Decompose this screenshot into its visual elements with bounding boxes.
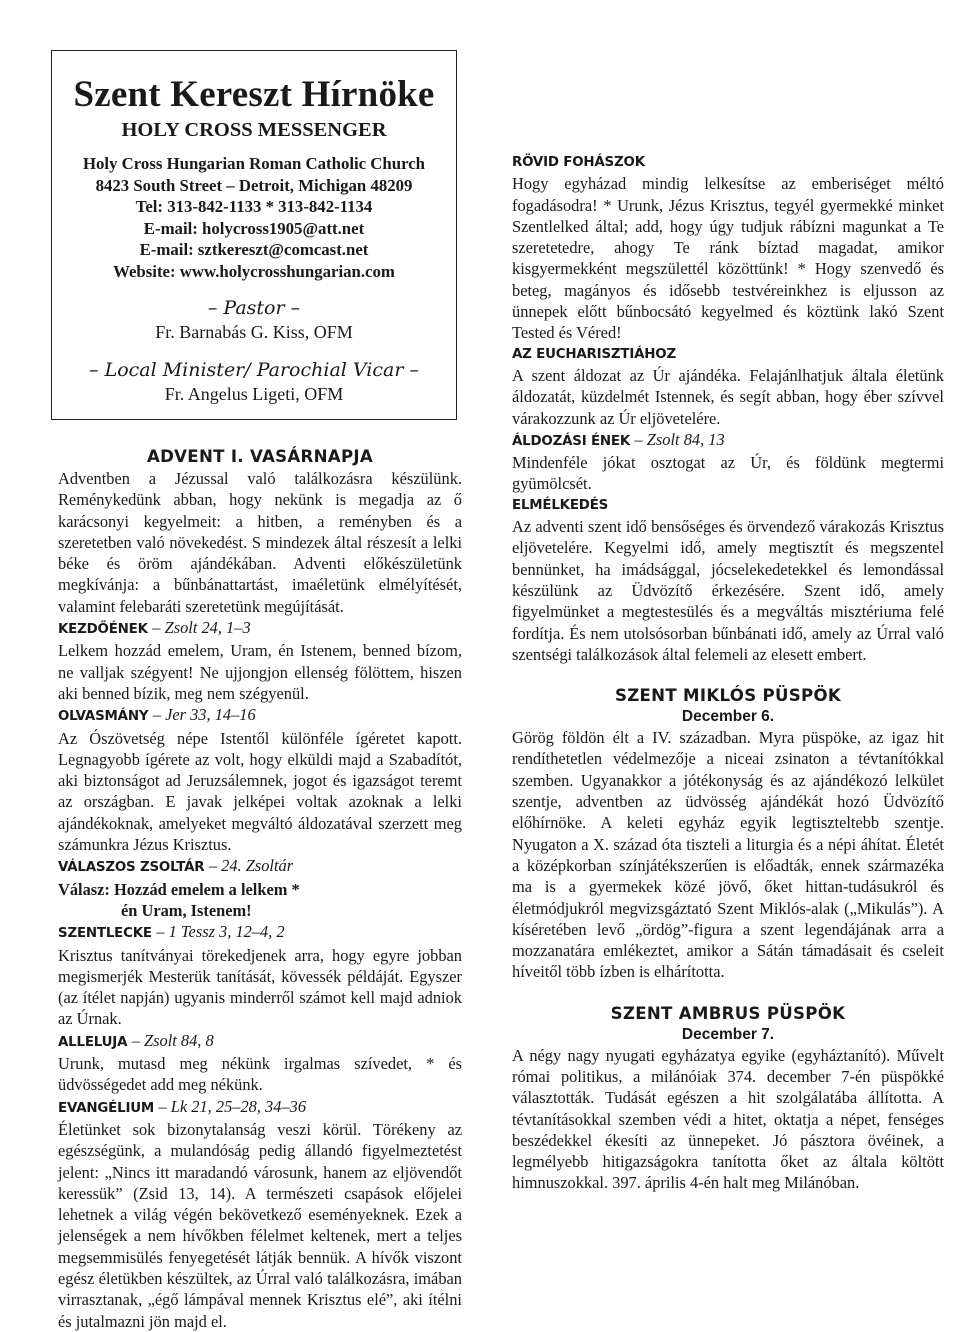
section-ref: – Zsolt 84, 13	[634, 429, 725, 449]
section-text: Az Ószövetség népe Istentől különféle ígéretet kapott. Legnagyobb ígérete az volt, hogy elküldi majd a Szabadítót, aki biztonságot ad Jeruzsálemnek, jogot és igazságot teremt az országban. E javak jelképei voltak azoknak a lelki ajándékoknak, amelyeket megváltó áldozatával szerzett meg számunkra Jézus Krisztus.	[58, 728, 462, 855]
section-text: Krisztus tanítványai törekedjenek arra, hogy egyre jobban megismerjék Mesterük tanítását, kövessék példáját. Egyszer (az ítélet napján) ugyanis minderről számot kell majd adniok az Úrnak.	[58, 945, 462, 1029]
church-name: Holy Cross Hungarian Roman Catholic Church	[82, 154, 426, 173]
section-aldozasi-enek	[512, 429, 944, 495]
church-email-1: E-mail: holycross1905@att.net	[143, 218, 365, 238]
section-evangelium	[58, 1096, 462, 1332]
vicar-role: – Local Minister/ Parochial Vicar –	[89, 358, 419, 381]
saint-text: Görög földön élt a IV. században. Myra püspöke, az igaz hit rendíthetetlen védelmezője a niceai zsinaton a tévtanítókkal szemben. Ugyanakkor a jótékonyság és az ajándékozó lelkület szentje, adventben az üdvösség ajándékát hozó Üdvözítő előhírnöke. A keleti egyház egyik legtiszteltebb szentje. Nyugaton a X. század óta tiszteli a liturgia és a népi áhítat. Életét a középkorban színjátékszerűen is előadták, ennek származéka ma is a gyermekek közé jövő, őket hittan-tudásukról és életmódjukról megvizsgáztató Szent Miklós-alak („Mikulás”). A kíséretében levő „ördög”-figura a szent legendájának arra a mozzanatára emlékeztet, amikor a Sátán támadásait és cseleit híveitől több ízben is elhárította.	[512, 728, 944, 982]
newsletter-subtitle: HOLY CROSS MESSENGER	[121, 119, 387, 141]
contact-block	[52, 153, 456, 283]
section-text: A szent áldozat az Úr ajándéka. Felajánlhatjuk általa életünk áldozatát, küzdelmét Istennek, és segít abban, hogy éber szívvel várakozzunk az Úr eljövetelére.	[512, 365, 944, 428]
church-address: 8423 South Street – Detroit, Michigan 48209	[95, 175, 413, 195]
saint-heading: SZENT MIKLÓS PÜSPÖK	[614, 686, 842, 706]
section-ref: – Zsolt 84, 8	[131, 1030, 214, 1050]
church-email-2: E-mail: sztkereszt@comcast.net	[139, 240, 369, 260]
advent-heading: ADVENT I. VASÁRNAPJA	[146, 447, 374, 466]
section-title: ÁLDOZÁSI ÉNEK	[512, 433, 631, 449]
section-elmelkedes	[512, 495, 944, 665]
section-ref: – Zsolt 24, 1–3	[152, 618, 251, 638]
church-website: Website: www.holycrosshungarian.com	[113, 261, 395, 281]
saint-text: A négy nagy nyugati egyházatya egyike (egyháztanító). Művelt római politikus, a milánóiak 374. december 7-én püspökké választották. Tudását egészen a hit szolgálatába állította. A tévtanításokkal szemben védi a hitet, oktatja a népet, fenséges beszédekkel ékesíti az ünnepeket. Jó pásztora övéinek, a legmélyebb hitigazságokra tanította őket az általa költött himnuszokkal. 397. április 4-én halt meg Milánóban.	[512, 1045, 944, 1193]
saint-nicholas-article	[512, 685, 944, 983]
section-rovid-fohaszok	[512, 152, 944, 344]
psalm-response	[58, 879, 462, 922]
section-title: KEZDŐÉNEK	[58, 622, 148, 638]
section-text: Az adventi szent idő bensőséges és örvendező várakozás Krisztus eljövetelére. Kegyelmi idő, amely megtisztít és megszentel bennünket, ha imádsággal, jócselekedetekkel és lemondással készülünk az Üdvözítő érkezésére. Szent idő, amely figyelmünket a megtestesülés és a megváltás misztériuma felé fordítja. És nem utolsósorban bűnbánati idő, amely az Úrral való szentségi találkozások által felemeli az elesett embert.	[512, 517, 944, 664]
left-column	[58, 446, 462, 1332]
church-phone: Tel: 313-842-1133 * 313-842-1134	[135, 197, 373, 217]
section-title: EVANGÉLIUM	[58, 1100, 155, 1116]
section-title: AZ EUCHARISZTIÁHOZ	[512, 346, 676, 362]
section-text: Lelkem hozzád emelem, Uram, én Istenem, benned bízom, ne valljak szégyent! Ne ujjongjon ellenség fölöttem, hiszen aki benned bízik, meg nem szégyenül.	[58, 641, 462, 703]
section-text: Mindenféle jókat osztogat az Úr, és földünk megtermi gyümölcsét.	[512, 453, 944, 494]
section-title: VÁLASZOS ZSOLTÁR	[58, 860, 205, 876]
section-title: ALLELUJA	[58, 1034, 128, 1050]
section-title: OLVASMÁNY	[58, 709, 149, 725]
psalm-response-line-2: én Uram, Istenem!	[121, 900, 252, 920]
advent-intro: Adventben a Jézussal való találkozásra készülünk. Reménykedünk abban, hogy nekünk is megadja az ő karácsonyi kegyelmeit: a hitben, a reményben és a szeretetben való növekedést. S mindezek által részesít a lelki béke és öröm ajándékában. Adventi előkészületünk megkívánja: a bűnbánattartást, imaéletünk elmélyítését, valamint felebaráti szeretetünk megújítását.	[58, 469, 462, 616]
pastor-name: Fr. Barnabás G. Kiss, OFM	[155, 321, 353, 342]
saint-date: December 6.	[681, 708, 775, 726]
pastor-role: – Pastor –	[207, 296, 301, 319]
section-title: ELMÉLKEDÉS	[512, 497, 609, 513]
section-ref: – 1 Tessz 3, 12–4, 2	[156, 922, 285, 942]
vicar-name: Fr. Angelus Ligeti, OFM	[164, 383, 344, 404]
section-az-eucharisztiahoz	[512, 344, 944, 429]
newsletter-title: Szent Kereszt Hírnöke	[73, 74, 435, 115]
section-valaszos-zsoltar	[58, 855, 462, 921]
section-title: SZENTLECKE	[58, 926, 152, 942]
psalm-response-line-1: Válasz: Hozzád emelem a lelkem *	[58, 879, 300, 899]
section-title: RÖVID FOHÁSZOK	[512, 155, 645, 170]
section-text: Hogy egyházad mindig lelkesítse az emberiséget méltó fogadásodra! * Urunk, Jézus Krisztus, tegyél gyermekké minket Szentlelked által; add, hogy úgy tudjuk rábízni magunkat a Te szeretetedre, ahogy Te ránk bíztad magadat, amikor kisgyermekként megszülettél közöttünk! * Hogy szenvedő és beteg, magányos és idősebb testvéreinkhez is eljusson az ünnepek előtt bűnbocsátó kegyelmed és köztünk lakó Szent Tested és Véred!	[512, 174, 944, 343]
saint-date: December 7.	[681, 1025, 775, 1043]
section-olvasmany	[58, 704, 462, 855]
section-text: Urunk, mutasd meg nékünk irgalmas szívedet, * és üdvösségedet add meg nékünk.	[58, 1054, 462, 1095]
section-ref: – 24. Zsoltár	[208, 856, 294, 876]
section-alleluja	[58, 1030, 462, 1096]
saint-heading: SZENT AMBRUS PÜSPÖK	[610, 1003, 846, 1023]
right-column	[512, 46, 944, 1194]
saint-ambrose-article	[512, 1003, 944, 1194]
section-kezdoenek	[58, 617, 462, 704]
section-szentlecke	[58, 921, 462, 1029]
masthead-box	[51, 50, 457, 420]
section-ref: – Jer 33, 14–16	[152, 705, 256, 725]
section-ref: – Lk 21, 25–28, 34–36	[158, 1096, 307, 1116]
section-text: Életünket sok bizonytalanság veszi körül. Törékeny az egészségünk, a mulandóság pedig állandó figyelmeztetést jelent: „Nincs itt maradandó városunk, hanem az eljövendőt keressük” (Zsid 13, 14). A természeti csapások előjelei lehetnek a világ végén bekövetkező eseményeknek. Ezek a jelenségek a nem hívőkben félelmet keltenek, mert a teljes megsemmisülés fenyegetését látják bennük. A hívők viszont egész életükben készültek, az Úrral való találkozásra, imában virrasztanak, „égő lámpával mennek Krisztus elé”, aki ítélni és jutalmazni jön majd el.	[58, 1119, 462, 1331]
